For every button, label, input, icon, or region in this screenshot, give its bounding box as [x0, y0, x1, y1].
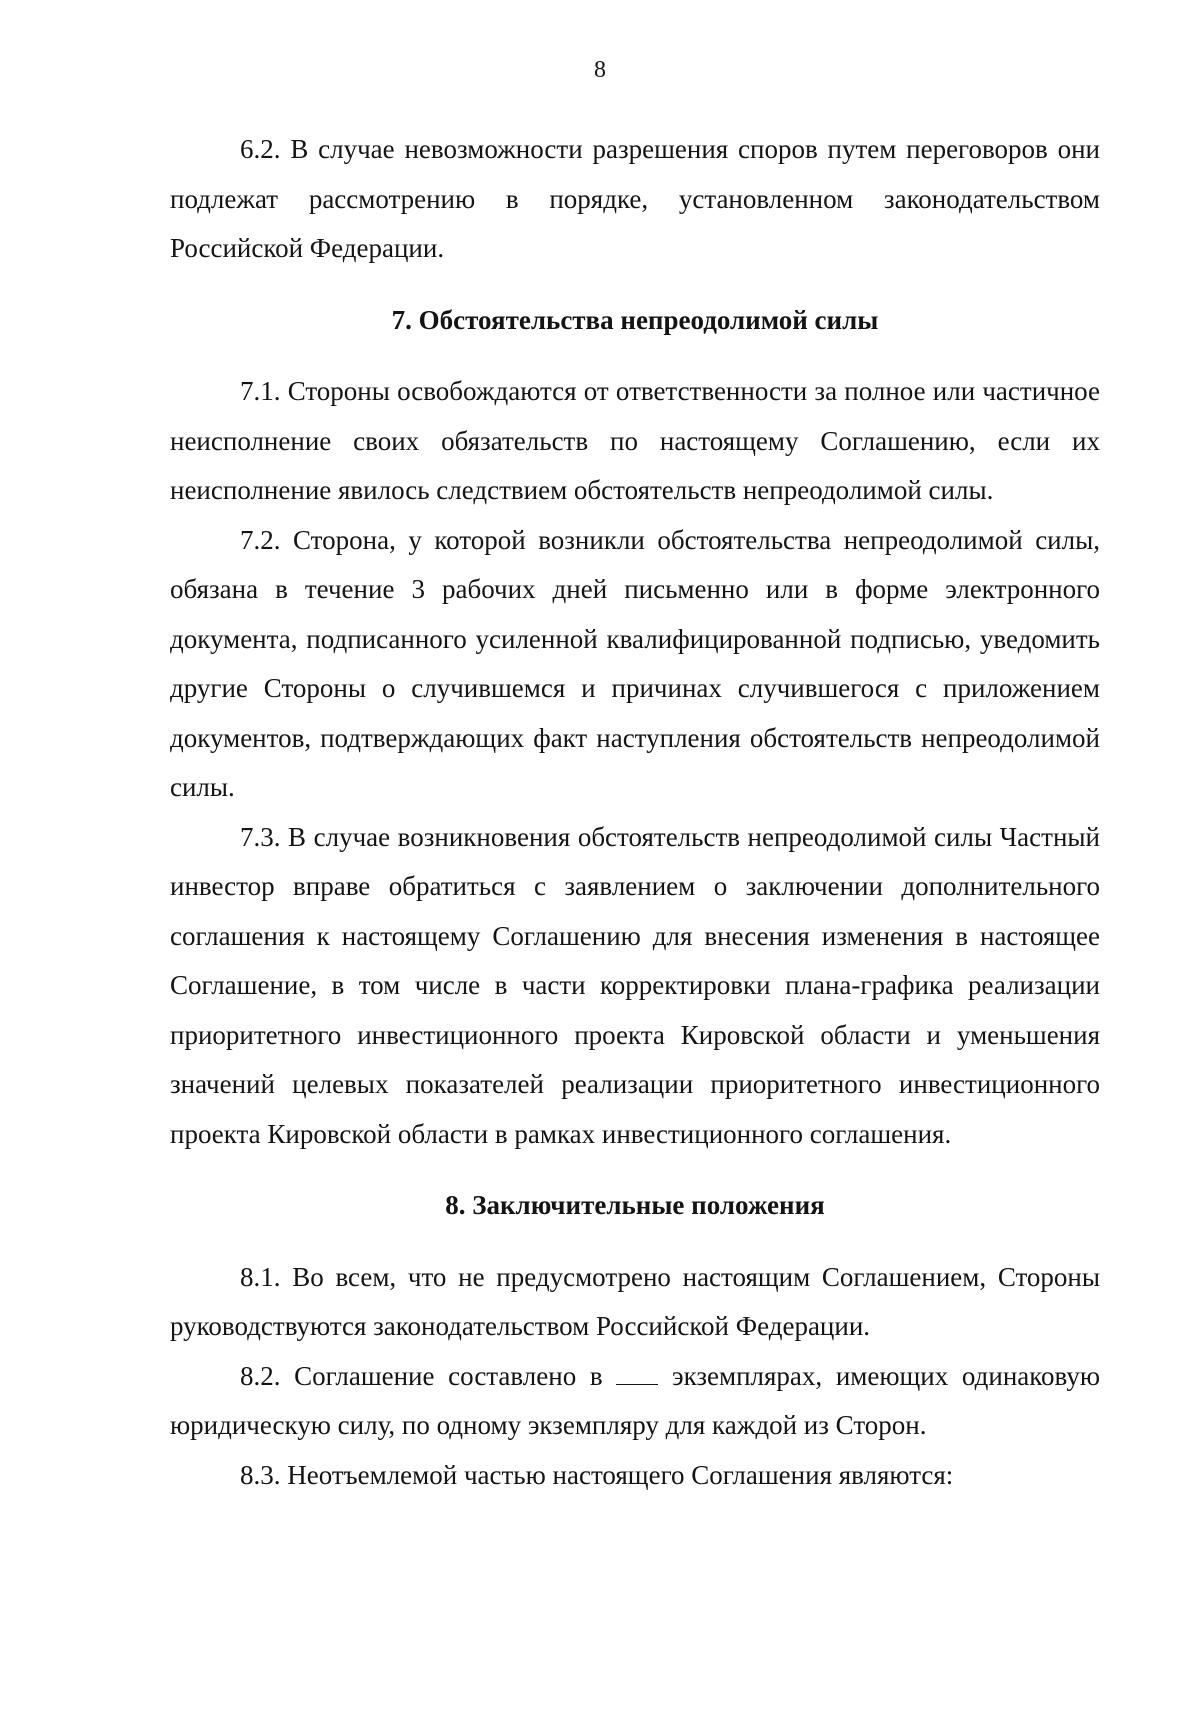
clause-8-2-end: экземплярах, имеющих одинаковую юридическую силу, по одному экземпляру для каждой из Сторон.	[170, 1360, 1100, 1440]
clause-7-2: 7.2. Сторона, у которой возникли обстоятельства непреодолимой силы, обязана в течение 3 рабочих дней письменно или в форме электронного документа, подписанного усиленной квалифицированной подписью, уведомить другие Стороны о случившемся и причинах случившегося с приложением документов, подтверждающих факт наступления обстоятельств непреодолимой силы.	[170, 524, 1100, 802]
page-number: 8	[594, 57, 606, 83]
section-8-heading: 8. Заключительные положения	[445, 1190, 825, 1220]
section-7-heading: 7. Обстоятельства непреодолимой силы	[391, 304, 879, 335]
spacer	[170, 1159, 1100, 1181]
blank-line	[616, 1362, 658, 1385]
clause-7-3: 7.3. В случае возникновения обстоятельств непреодолимой силы Частный инвестор вправе обратиться с заявлением о заключении дополнительного соглашения к настоящему Соглашению для внесения изменения в настоящее Соглашение, в том числе в части корректировки плана-графика реализации приоритетного инвестиционного проекта Кировской области и уменьшения значений целевых показателей реализации приоритетного инвестиционного проекта Кировской области в рамках инвестиционного соглашения.	[170, 821, 1100, 1149]
document-body	[170, 125, 1100, 1500]
spacer	[170, 274, 1100, 296]
spacer	[170, 1231, 1100, 1253]
clause-8-1: 8.1. Во всем, что не предусмотрено настоящим Соглашением, Стороны руководствуются законодательством Российской Федерации.	[170, 1261, 1100, 1341]
clause-7-1: 7.1. Стороны освобождаются от ответственности за полное или частичное неисполнение своих обязательств по настоящему Соглашению, если их неисполнение явилось следствием обстоятельств непреодолимой силы.	[170, 376, 1100, 505]
clause-8-2	[170, 1352, 1100, 1451]
clause-8-3: 8.3. Неотъемлемой частью настоящего Соглашения являются:	[240, 1459, 954, 1490]
spacer	[170, 345, 1100, 367]
clause-8-2-start: 8.2. Соглашение составлено в	[240, 1360, 603, 1391]
clause-6-2: 6.2. В случае невозможности разрешения споров путем переговоров они подлежат рассмотрению в порядке, установленном законодательством Российской Федерации.	[170, 134, 1100, 263]
